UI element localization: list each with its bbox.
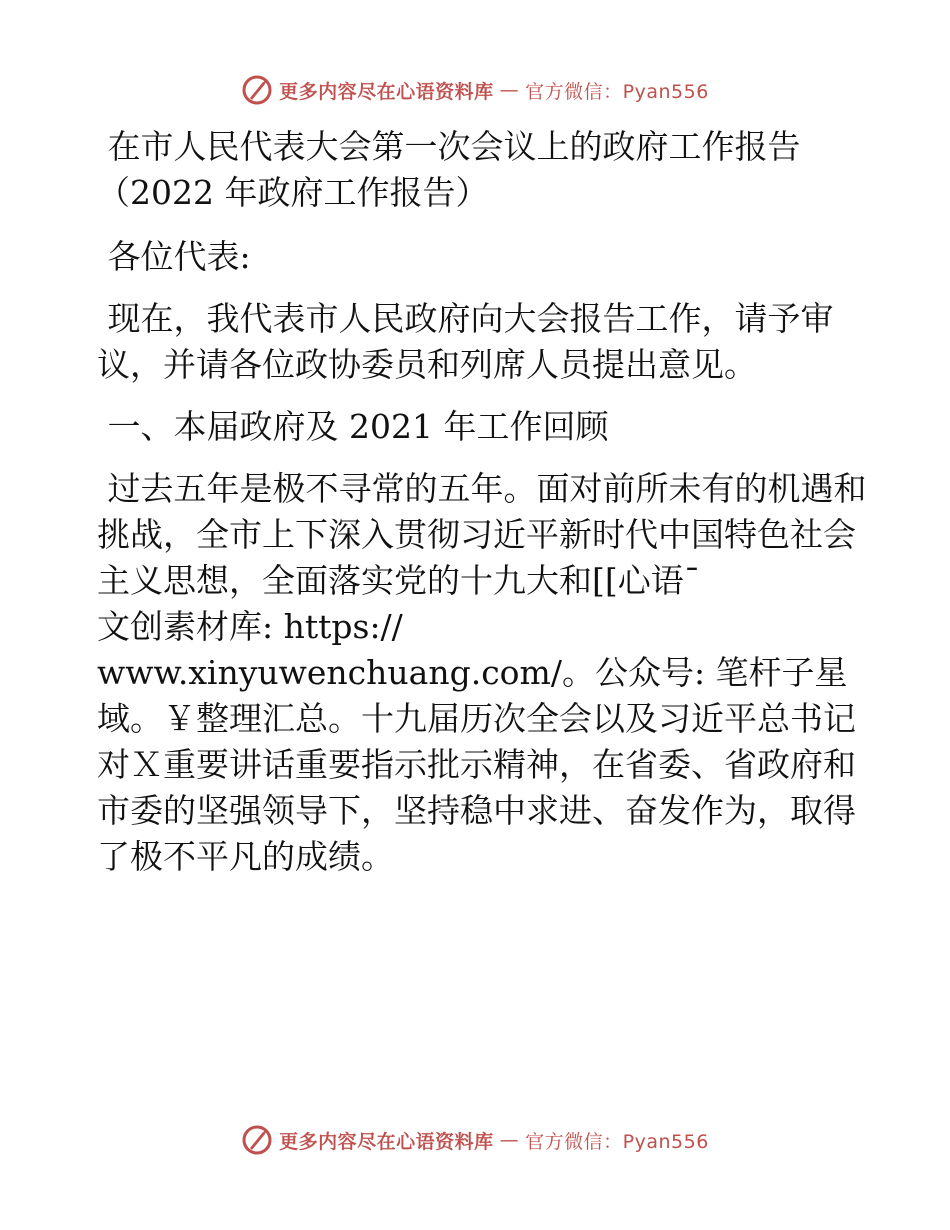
document-title-line-1: 在市人民代表大会第一次会议上的政府工作报告 [97,127,801,166]
quill-circle-icon [241,1124,273,1156]
watermark-brand: 更多内容尽在心语资料库 [279,1130,494,1153]
watermark-separator: — [499,79,520,101]
section-1-paragraph-c: www.xinyuwenchuang.com/。公众号: 笔杆子星域。￥整理汇总。十九届历次全会以及习近平总书记对Ｘ重要讲话重要指示批示精神，在省委、省政府和市委的坚强领导下，坚持稳中求进、奋发作为，取得了极不平凡的成绩。 [97,653,856,876]
quill-circle-icon [241,74,273,106]
document-title-line-2: （2022 年政府工作报告） [97,173,489,212]
header-watermark [0,74,950,106]
watermark-separator: — [499,1129,520,1151]
document-body [97,124,867,880]
section-1-paragraph-b: 文创素材库: https:// [97,607,403,646]
watermark-contact: 官方微信：Pyan556 [525,1130,709,1153]
section-1-heading: 一、本届政府及 2021 年工作回顾 [97,407,609,446]
salutation: 各位代表: [97,237,251,276]
intro-paragraph: 现在，我代表市人民政府向大会报告工作，请予审议，并请各位政协委员和列席人员提出意见。 [97,299,834,384]
footer-watermark [0,1124,950,1156]
section-1-paragraph-a: 过去五年是极不寻常的五年。面对前所未有的机遇和挑战，全市上下深入贯彻习近平新时代中国特色社会主义思想，全面落实党的十九大和[[心语¯ [97,469,867,600]
watermark-contact: 官方微信：Pyan556 [525,80,709,103]
watermark-brand: 更多内容尽在心语资料库 [279,80,494,103]
